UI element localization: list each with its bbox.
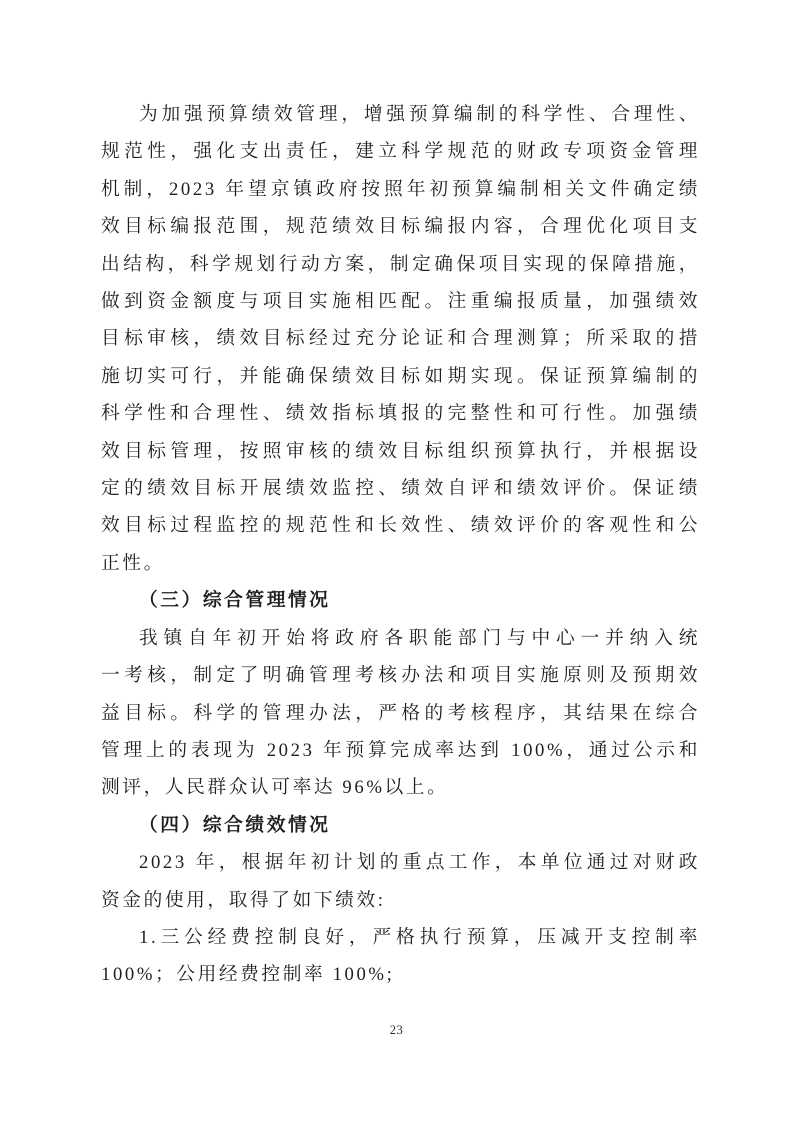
body-line: 资金的使用，取得了如下绩效: [101,889,386,911]
body-line: 做到资金额度与项目实施相匹配。注重编报质量，加强绩效 [101,291,700,313]
page-number: 23 [389,1023,404,1037]
body-line: 机制，2023 年望京镇政府按照年初预算编制相关文件确定绩 [101,178,700,200]
body-line: 效目标编报范围，规范绩效目标编报内容，合理优化项目支 [101,216,700,238]
body-line: 科学性和合理性、绩效指标填报的完整性和可行性。加强绩 [101,403,700,425]
body-line: 规范性，强化支出责任，建立科学规范的财政专项资金管理 [101,141,700,163]
body-line: 测评，人民群众认可率达 96%以上。 [101,777,449,799]
body-line: 定的绩效目标开展绩效监控、绩效自评和绩效评价。保证绩 [101,478,700,500]
body-line: 管理上的表现为 2023 年预算完成率达到 100%，通过公示和 [101,739,700,761]
body-line: 目标审核，绩效目标经过充分论证和合理测算；所采取的措 [101,328,700,350]
section-heading-comprehensive-management: （三）综合管理情况 [139,590,331,612]
body-line: 我镇自年初开始将政府各职能部门与中心一并纳入统 [139,627,700,649]
body-line: 效目标管理，按照审核的绩效目标组织预算执行，并根据设 [101,440,700,462]
body-line: 2023 年，根据年初计划的重点工作，本单位通过对财政 [139,852,700,874]
body-line: 为加强预算绩效管理，增强预算编制的科学性、合理性、 [139,104,700,125]
body-line: 一考核，制定了明确管理考核办法和项目实施原则及预期效 [101,665,700,687]
body-line: 1.三公经费控制良好，严格执行预算，压减开支控制率 [139,926,700,948]
body-line: 正性。 [101,552,165,574]
document-body [101,96,700,994]
body-line: 效目标过程监控的规范性和长效性、绩效评价的客观性和公 [101,515,700,537]
body-line: 益目标。科学的管理办法，严格的考核程序，其结果在综合 [101,702,700,724]
body-line: 施切实可行，并能确保绩效目标如期实现。保证预算编制的 [101,365,700,387]
body-line: 出结构，科学规划行动方案，制定确保项目实现的保障措施， [101,253,700,275]
section-heading-comprehensive-performance: （四）综合绩效情况 [139,814,331,836]
body-line: 100%；公用经费控制率 100%; [101,964,395,986]
page-footer [0,1021,793,1039]
